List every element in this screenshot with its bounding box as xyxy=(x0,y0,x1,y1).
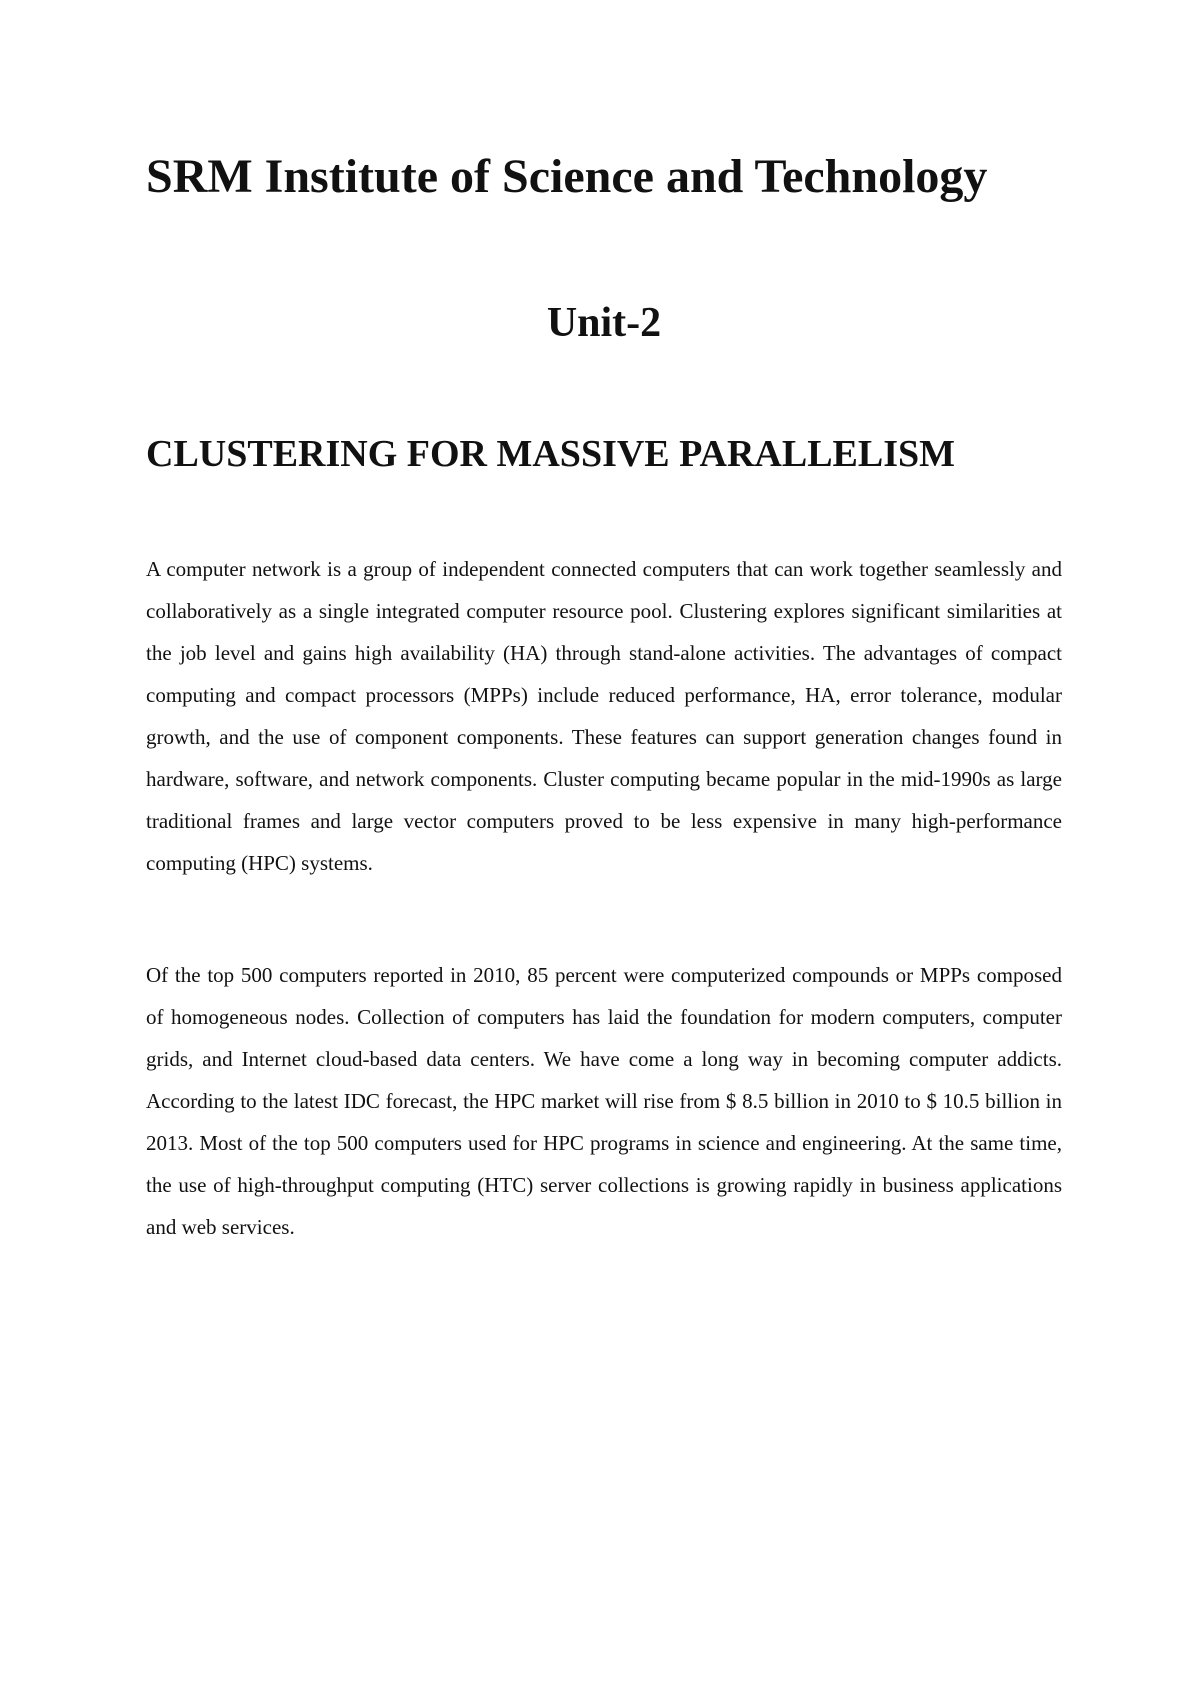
body-paragraph: A computer network is a group of independent connected computers that can work together seamlessly and collaboratively as a single integrated computer resource pool. Clustering explores significant similarities at the job level and gains high availability (HA) through stand-alone activities. The advantages of compact computing and compact processors (MPPs) include reduced performance, HA, error tolerance, modular growth, and the use of component components. These features can support generation changes found in hardware, software, and network components. Cluster computing became popular in the mid-1990s as large traditional frames and large vector computers proved to be less expensive in many high-performance computing (HPC) systems. xyxy=(146,557,1062,875)
document-body xyxy=(146,148,1062,1248)
section-heading: CLUSTERING FOR MASSIVE PARALLELISM xyxy=(146,433,956,475)
document-title: SRM Institute of Science and Technology xyxy=(146,150,988,203)
body-paragraph: Of the top 500 computers reported in 2010, 85 percent were computerized compounds or MPPs composed of homogeneous nodes. Collection of computers has laid the foundation for modern computers, computer grids, and Internet cloud-based data centers. We have come a long way in becoming computer addicts. According to the latest IDC forecast, the HPC market will rise from $ 8.5 billion in 2010 to $ 10.5 billion in 2013. Most of the top 500 computers used for HPC programs in science and engineering. At the same time, the use of high-throughput computing (HTC) server collections is growing rapidly in business applications and web services. xyxy=(146,963,1062,1239)
unit-heading: Unit-2 xyxy=(546,300,662,346)
